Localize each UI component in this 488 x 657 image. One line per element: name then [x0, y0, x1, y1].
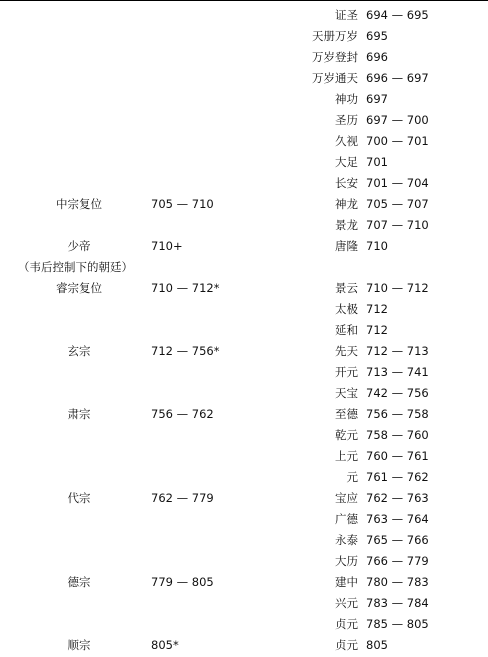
era-cell: 神龙 [335, 197, 358, 211]
years-cell: 758 — 760 [366, 428, 429, 442]
table-row [0, 362, 488, 382]
years-cell: 761 — 762 [366, 470, 429, 484]
table-row [0, 341, 488, 361]
era-cell: 上元 [335, 449, 358, 463]
era-cell: 先天 [335, 344, 358, 358]
table-row [0, 215, 488, 235]
years-cell: 697 [366, 92, 388, 106]
era-cell: 大足 [335, 155, 358, 169]
reign-cell: 756 — 762 [151, 407, 214, 421]
reign-cell: 705 — 710 [151, 197, 214, 211]
years-cell: 780 — 783 [366, 575, 429, 589]
reign-cell: 710 — 712* [151, 281, 220, 295]
years-cell: 762 — 763 [366, 491, 429, 505]
years-cell: 694 — 695 [366, 8, 429, 22]
era-cell: 万岁通天 [312, 71, 358, 85]
era-cell: 广德 [335, 512, 358, 526]
era-cell: 乾元 [335, 428, 358, 442]
table-row [0, 425, 488, 445]
era-cell: 景云 [335, 281, 358, 295]
years-cell: 701 — 704 [366, 176, 429, 190]
era-cell: 证圣 [335, 8, 358, 22]
emperor-cell: 代宗 [67, 491, 91, 505]
table-row [0, 530, 488, 550]
emperor-cell: 中宗复位 [56, 197, 102, 211]
emperor-cell: 玄宗 [67, 344, 91, 358]
era-cell: 圣历 [335, 113, 358, 127]
era-cell: 唐隆 [335, 239, 358, 253]
era-cell: 贞元 [335, 617, 358, 631]
emperor-cell: 德宗 [67, 575, 91, 589]
table-row [0, 236, 488, 256]
table-row [0, 299, 488, 319]
table-row [0, 278, 488, 298]
years-cell: 756 — 758 [366, 407, 429, 421]
table-row [0, 194, 488, 214]
table-row [0, 551, 488, 571]
table-row [0, 110, 488, 130]
table-row [0, 593, 488, 613]
era-cell: 开元 [335, 365, 358, 379]
years-cell: 701 [366, 155, 388, 169]
table-row [0, 488, 488, 508]
era-cell: 万岁登封 [312, 50, 358, 64]
years-cell: 695 [366, 29, 388, 43]
years-cell: 785 — 805 [366, 617, 429, 631]
emperor-cell: 顺宗 [67, 638, 91, 652]
years-cell: 707 — 710 [366, 218, 429, 232]
era-cell: 至德 [335, 407, 358, 421]
table-row [0, 26, 488, 46]
era-cell: 长安 [335, 176, 358, 190]
table-row [0, 131, 488, 151]
table-row [0, 446, 488, 466]
years-cell: 712 — 713 [366, 344, 429, 358]
table-row [0, 635, 488, 655]
reign-cell: 710+ [151, 239, 183, 253]
era-cell: 天册万岁 [312, 29, 358, 43]
era-cell: 大历 [335, 554, 358, 568]
era-cell: 永泰 [335, 533, 358, 547]
reign-cell: 805* [151, 638, 179, 652]
table-row [0, 89, 488, 109]
years-cell: 742 — 756 [366, 386, 429, 400]
years-cell: 696 — 697 [366, 71, 429, 85]
era-cell: 兴元 [335, 596, 358, 610]
years-cell: 710 [366, 239, 388, 253]
era-cell: 元 [346, 470, 358, 484]
table-row [0, 47, 488, 67]
table-row [0, 320, 488, 340]
era-cell: 神功 [335, 92, 358, 106]
era-cell: 天宝 [335, 386, 358, 400]
table-row [0, 5, 488, 25]
table-row [0, 614, 488, 634]
years-cell: 765 — 766 [366, 533, 429, 547]
emperor-cell: 少帝 [67, 239, 91, 253]
years-cell: 696 [366, 50, 388, 64]
years-cell: 805 [366, 638, 388, 652]
era-cell: 太极 [335, 302, 358, 316]
years-cell: 710 — 712 [366, 281, 429, 295]
era-cell: 贞元 [335, 638, 358, 652]
era-cell: 宝应 [335, 491, 358, 505]
emperor-cell: 睿宗复位 [56, 281, 102, 295]
table-row [0, 383, 488, 403]
years-cell: 712 [366, 302, 388, 316]
reign-cell: 712 — 756* [151, 344, 220, 358]
reign-cell: 762 — 779 [151, 491, 214, 505]
table-row [0, 68, 488, 88]
table-row [0, 404, 488, 424]
table-row [0, 152, 488, 172]
emperor-cell: 肃宗 [67, 407, 91, 421]
table-row [0, 509, 488, 529]
years-cell: 697 — 700 [366, 113, 429, 127]
era-cell: 景龙 [335, 218, 358, 232]
table-row [0, 173, 488, 193]
years-cell: 783 — 784 [366, 596, 429, 610]
era-cell: 建中 [335, 575, 358, 589]
years-cell: 763 — 764 [366, 512, 429, 526]
years-cell: 700 — 701 [366, 134, 429, 148]
table-row [0, 467, 488, 487]
era-cell: 久视 [335, 134, 358, 148]
years-cell: 713 — 741 [366, 365, 429, 379]
table-row [0, 572, 488, 592]
years-cell: 766 — 779 [366, 554, 429, 568]
note-wei-court: （韦后控制下的朝廷） [18, 260, 133, 274]
years-cell: 705 — 707 [366, 197, 429, 211]
reign-cell: 779 — 805 [151, 575, 214, 589]
years-cell: 712 [366, 323, 388, 337]
years-cell: 760 — 761 [366, 449, 429, 463]
era-cell: 延和 [335, 323, 358, 337]
